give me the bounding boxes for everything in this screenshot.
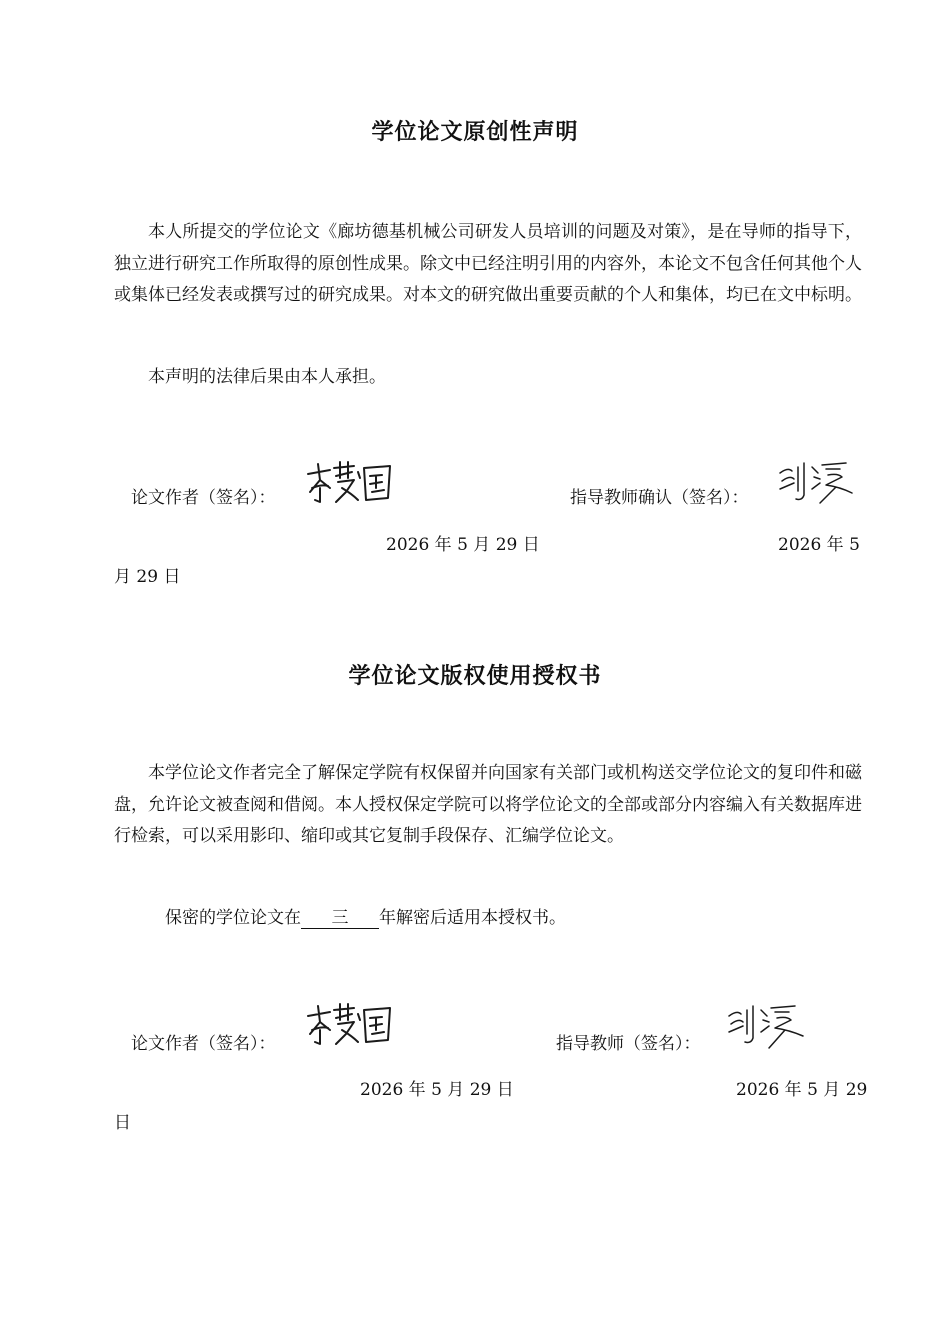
declaration-title: 学位论文原创性声明 — [371, 120, 579, 145]
declaration-author-label: 论文作者（签名）： — [131, 488, 276, 508]
authorization-advisor-label: 指导教师（签名）： — [556, 1034, 701, 1054]
declaration-advisor-date: 2026 年 5 — [778, 535, 860, 555]
authorization-author-label: 论文作者（签名）： — [131, 1034, 276, 1054]
authorization-author-date: 2026 年 5 月 29 日 — [360, 1080, 514, 1100]
authorization-advisor-date: 2026 年 5 月 29 — [736, 1080, 868, 1100]
authorization-advisor-date-wrap: 日 — [114, 1113, 131, 1133]
secrecy-years: 三 — [301, 908, 379, 929]
secrecy-suffix: 年解密后适用本授权书。 — [379, 908, 566, 928]
authorization-title: 学位论文版权使用授权书 — [348, 664, 602, 689]
declaration-advisor-label: 指导教师确认（签名）： — [570, 488, 749, 508]
declaration-advisor-date-wrap: 月 29 日 — [114, 567, 181, 587]
advisor-signature-1 — [776, 459, 858, 505]
authorization-paragraph: 本学位论文作者完全了解保定学院有权保留并向国家有关部门或机构送交学位论文的复印件和磁盘，允许论文被查阅和借阅。本人授权保定学院可以将学位论文的全部或部分内容编入有关数据库进行检索，可以采用影印、缩印或其它复制手段保存、汇编学位论文。 — [114, 763, 862, 846]
secrecy-line — [165, 907, 566, 929]
author-signature-2 — [302, 1000, 394, 1048]
declaration-paragraph: 本人所提交的学位论文《廊坊德基机械公司研发人员培训的问题及对策》，是在导师的指导下，独立进行研究工作所取得的原创性成果。除文中已经注明引用的内容外，本论文不包含任何其他个人或集体已经发表或撰写过的研究成果。对本文的研究做出重要贡献的个人和集体，均已在文中标明。 — [114, 222, 862, 305]
advisor-signature-2 — [725, 1000, 809, 1050]
author-signature-1 — [302, 458, 394, 506]
declaration-liability-paragraph: 本声明的法律后果由本人承担。 — [148, 367, 386, 387]
declaration-author-date: 2026 年 5 月 29 日 — [386, 535, 540, 555]
secrecy-prefix: 保密的学位论文在 — [165, 908, 301, 928]
